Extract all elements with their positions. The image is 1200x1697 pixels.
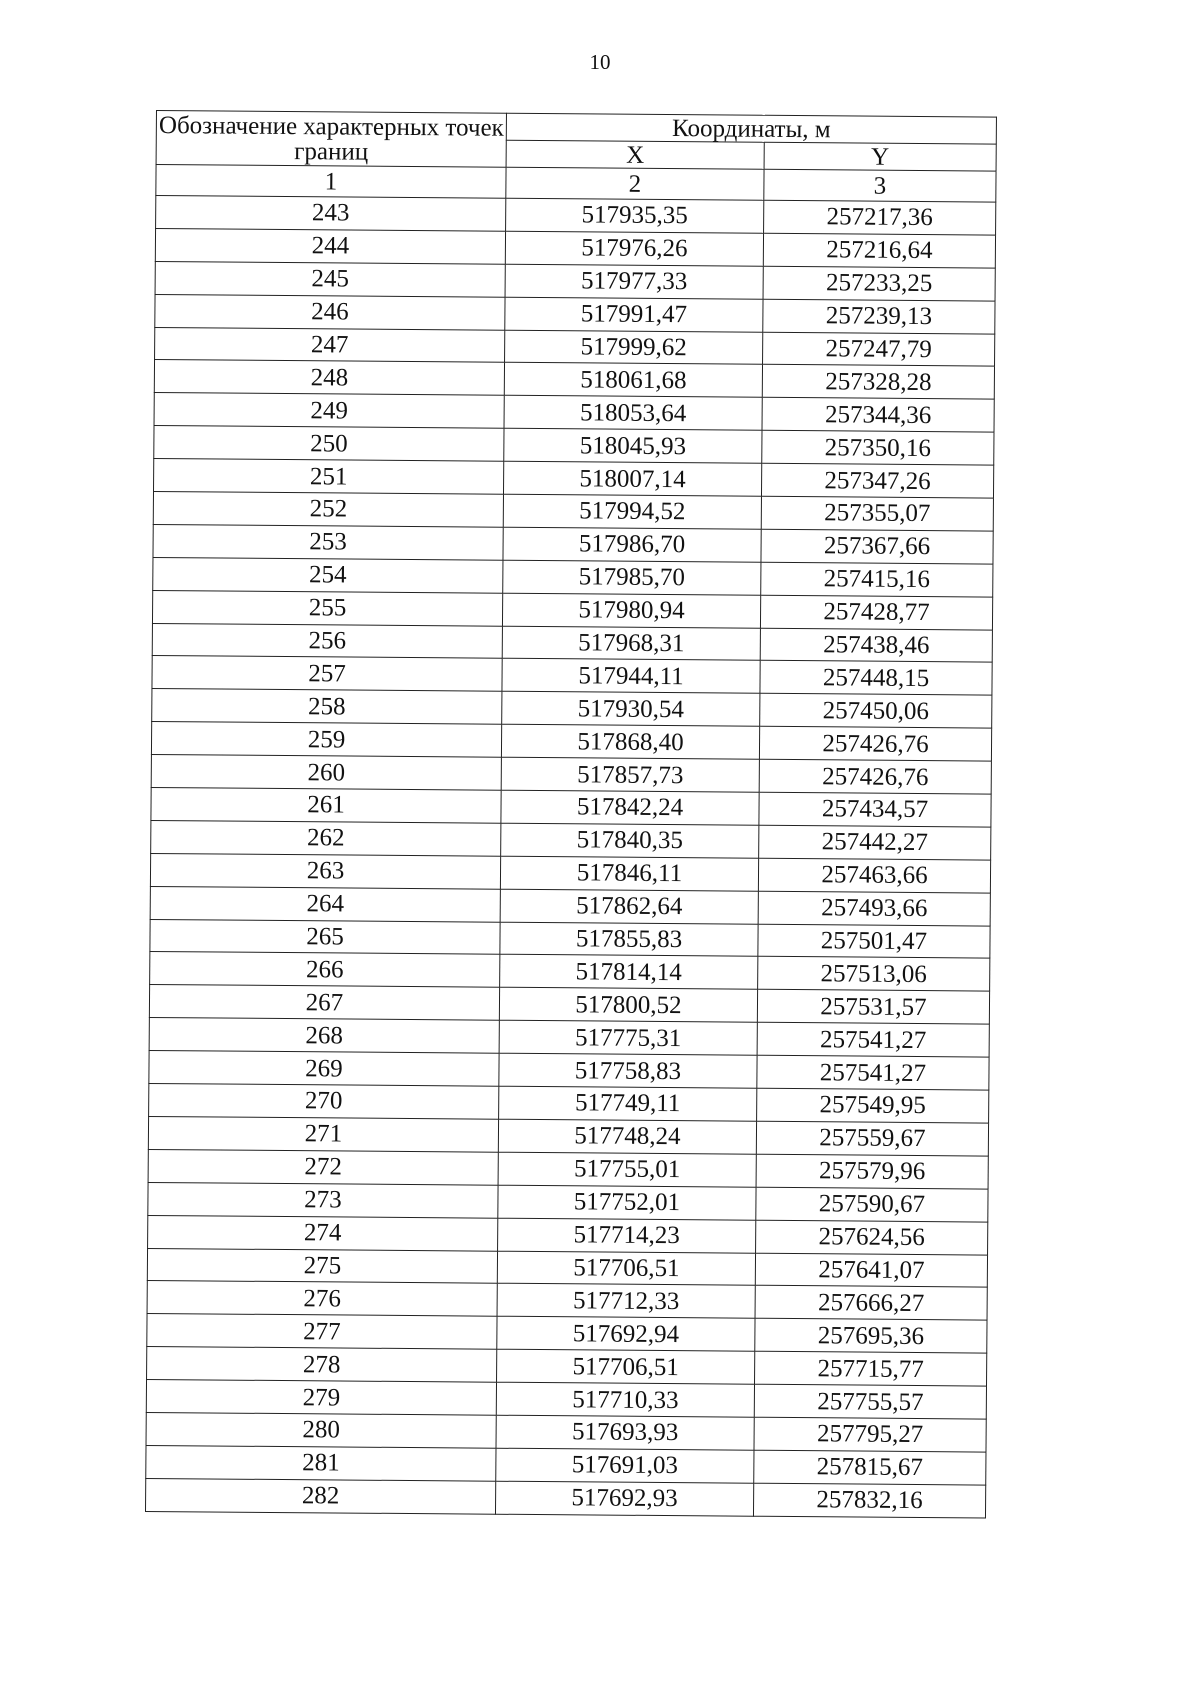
x-coordinate-cell: 517712,33 [497,1284,755,1319]
y-coordinate-cell: 257590,67 [756,1187,988,1222]
point-cell: 268 [149,1018,499,1054]
point-cell: 281 [146,1445,496,1481]
table-header [156,111,997,203]
y-header: Y [764,142,996,171]
y-coordinate-cell: 257559,67 [756,1121,988,1156]
x-coordinate-cell: 517842,24 [501,790,759,825]
y-coordinate-cell: 257328,28 [762,365,994,400]
point-cell: 259 [151,722,501,758]
coordinates-table [145,110,997,1518]
x-coordinate-cell: 518007,14 [503,461,761,496]
point-cell: 274 [148,1215,498,1251]
point-cell: 275 [147,1248,497,1284]
y-coordinate-cell: 257355,07 [761,496,993,531]
x-coordinate-cell: 517814,14 [500,955,758,990]
y-coordinate-cell: 257216,64 [763,233,995,268]
y-coordinate-cell: 257347,26 [761,463,993,498]
point-cell: 263 [150,853,500,889]
point-cell: 280 [146,1412,496,1448]
point-cell: 278 [147,1347,497,1383]
x-coordinate-cell: 518053,64 [504,396,762,431]
y-coordinate-cell: 257541,27 [757,1023,989,1058]
point-cell: 257 [152,656,502,692]
y-coordinate-cell: 257531,57 [757,990,989,1025]
y-coordinate-cell: 257501,47 [758,924,990,959]
x-coordinate-cell: 517930,54 [502,692,760,727]
x-coordinate-cell: 517692,93 [495,1481,753,1516]
x-coordinate-cell: 517706,51 [497,1251,755,1286]
point-cell: 253 [153,524,503,560]
x-coordinate-cell: 517752,01 [498,1185,756,1220]
x-coordinate-cell: 517999,62 [505,330,763,365]
point-cell: 261 [151,788,501,824]
x-coordinate-cell: 517800,52 [499,988,757,1023]
x-coordinate-cell: 517755,01 [498,1152,756,1187]
x-header: X [506,140,764,169]
x-coordinate-cell: 517710,33 [496,1382,754,1417]
point-cell: 250 [154,426,504,462]
document-sheet [145,110,996,1518]
y-coordinate-cell: 257344,36 [762,398,994,433]
point-cell: 247 [155,327,505,363]
y-coordinate-cell: 257666,27 [755,1286,987,1321]
y-coordinate-cell: 257438,46 [760,628,992,663]
point-cell: 265 [150,919,500,955]
coordinates-header: Координаты, м [506,113,996,144]
y-coordinate-cell: 257247,79 [763,332,995,367]
y-coordinate-cell: 257434,57 [759,792,991,827]
y-coordinate-cell: 257513,06 [758,957,990,992]
point-cell: 245 [155,261,505,297]
y-coordinate-cell: 257450,06 [760,694,992,729]
x-coordinate-cell: 517749,11 [499,1086,757,1121]
point-cell: 277 [147,1314,497,1350]
y-coordinate-cell: 257426,76 [759,759,991,794]
point-cell: 264 [150,886,500,922]
x-coordinate-cell: 517985,70 [503,560,761,595]
x-coordinate-cell: 517994,52 [503,494,761,529]
point-cell: 260 [151,755,501,791]
x-coordinate-cell: 517693,93 [496,1415,754,1450]
point-cell: 269 [149,1051,499,1087]
point-cell: 255 [152,590,502,626]
y-coordinate-cell: 257815,67 [754,1450,986,1485]
y-coordinate-cell: 257239,13 [763,299,995,334]
table-row [145,1478,985,1517]
y-coordinate-cell: 257832,16 [753,1483,985,1518]
y-coordinate-cell: 257493,66 [758,891,990,926]
y-coordinate-cell: 257579,96 [756,1154,988,1189]
point-cell: 244 [155,228,505,264]
x-coordinate-cell: 517968,31 [502,626,760,661]
point-cell: 266 [150,952,500,988]
x-coordinate-cell: 517944,11 [502,659,760,694]
page-number: 10 [589,50,611,74]
y-coordinate-cell: 257463,66 [758,858,990,893]
point-cell: 271 [148,1116,498,1152]
point-cell: 267 [149,985,499,1021]
y-coordinate-cell: 257549,95 [757,1088,989,1123]
column-number: 1 [156,165,506,199]
x-coordinate-cell: 517691,03 [496,1448,754,1483]
point-cell: 249 [154,393,504,429]
point-cell: 273 [148,1182,498,1218]
y-coordinate-cell: 257426,76 [759,727,991,762]
x-coordinate-cell: 517980,94 [502,593,760,628]
y-coordinate-cell: 257233,25 [763,266,995,301]
x-coordinate-cell: 517855,83 [500,922,758,957]
x-coordinate-cell: 517977,33 [505,264,763,299]
y-coordinate-cell: 257448,15 [760,661,992,696]
column-number: 2 [506,167,764,200]
point-cell: 262 [151,820,501,856]
y-coordinate-cell: 257442,27 [759,825,991,860]
point-cell: 282 [145,1478,495,1514]
y-coordinate-cell: 257415,16 [761,562,993,597]
point-cell: 276 [147,1281,497,1317]
y-coordinate-cell: 257695,36 [755,1319,987,1354]
x-coordinate-cell: 517692,94 [497,1316,755,1351]
point-cell: 248 [154,360,504,396]
point-cell: 254 [153,557,503,593]
x-coordinate-cell: 517862,64 [500,889,758,924]
x-coordinate-cell: 517857,73 [501,757,759,792]
y-coordinate-cell: 257624,56 [756,1220,988,1255]
x-coordinate-cell: 517748,24 [498,1119,756,1154]
table-body [145,196,995,1518]
x-coordinate-cell: 517775,31 [499,1020,757,1055]
y-coordinate-cell: 257795,27 [754,1417,986,1452]
x-coordinate-cell: 517976,26 [505,231,763,266]
point-cell: 243 [156,196,506,232]
y-coordinate-cell: 257755,57 [754,1384,986,1419]
y-coordinate-cell: 257641,07 [755,1253,987,1288]
y-coordinate-cell: 257217,36 [764,200,996,235]
y-coordinate-cell: 257541,27 [757,1055,989,1090]
x-coordinate-cell: 517758,83 [499,1053,757,1088]
point-cell: 256 [152,623,502,659]
x-coordinate-cell: 518045,93 [504,428,762,463]
x-coordinate-cell: 517986,70 [503,527,761,562]
point-cell: 270 [149,1084,499,1120]
x-coordinate-cell: 517706,51 [497,1349,755,1384]
x-coordinate-cell: 517868,40 [501,724,759,759]
x-coordinate-cell: 517991,47 [505,297,763,332]
y-coordinate-cell: 257715,77 [755,1351,987,1386]
y-coordinate-cell: 257428,77 [760,595,992,630]
x-coordinate-cell: 517714,23 [498,1218,756,1253]
x-coordinate-cell: 517846,11 [500,856,758,891]
point-cell: 279 [146,1380,496,1416]
point-cell: 272 [148,1149,498,1185]
column-number: 3 [764,169,996,202]
y-coordinate-cell: 257350,16 [762,431,994,466]
y-coordinate-cell: 257367,66 [761,529,993,564]
x-coordinate-cell: 517935,35 [506,198,764,233]
point-cell: 246 [155,294,505,330]
point-cell: 258 [152,689,502,725]
x-coordinate-cell: 518061,68 [504,363,762,398]
point-cell: 251 [154,459,504,495]
point-cell: 252 [153,492,503,528]
x-coordinate-cell: 517840,35 [501,823,759,858]
designation-header: Обозначение характерных точек границ [156,111,506,168]
